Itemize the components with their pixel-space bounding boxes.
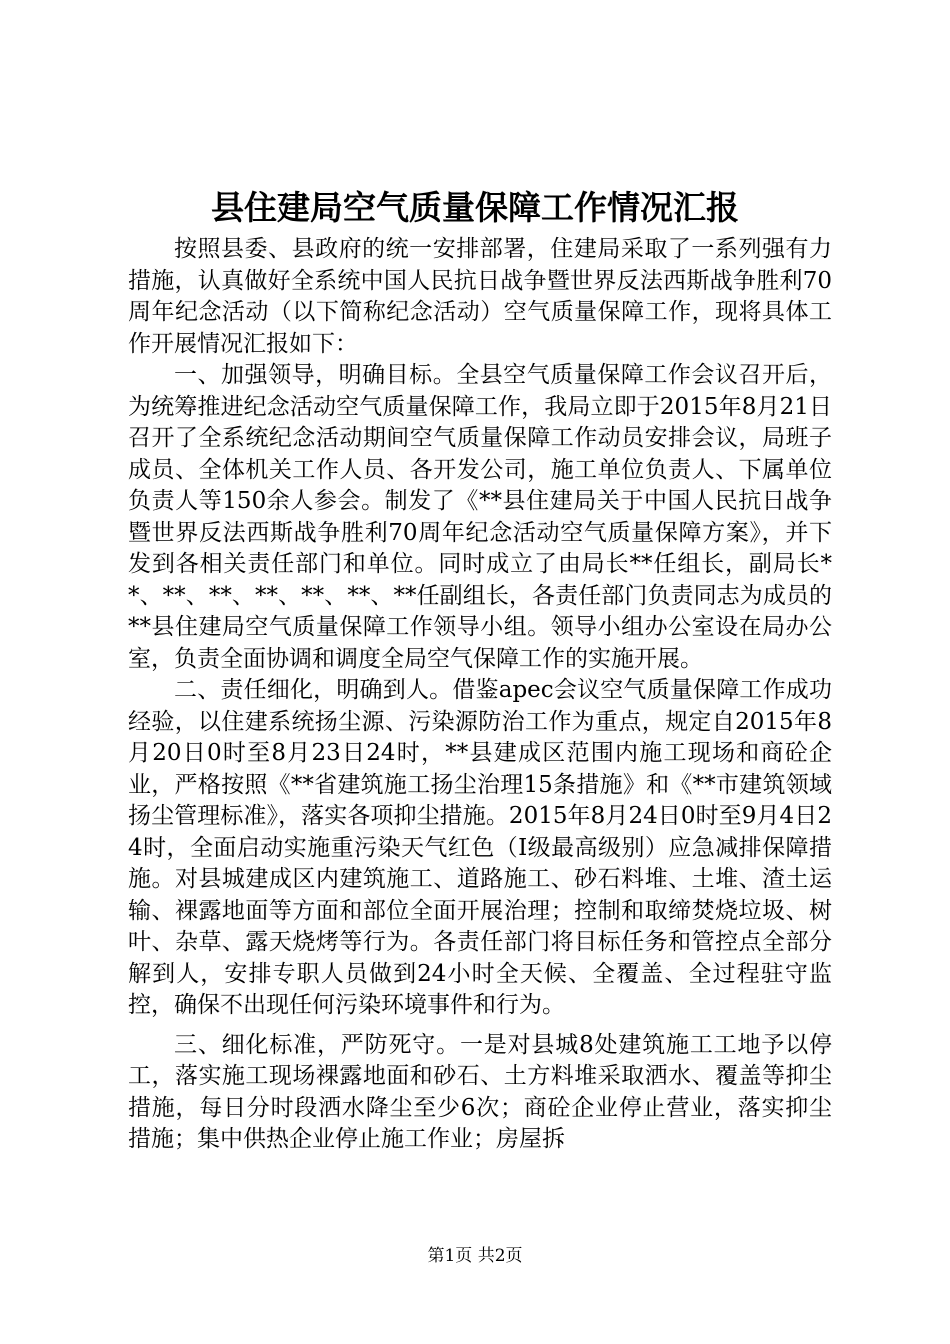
paragraph-section-2: 二、责任细化，明确到人。借鉴apec会议空气质量保障工作成功经验，以住建系统扬尘源、污染源防治工作为重点，规定自2015年8月20日0时至8月23日24时，**县建成区范围内施工现场和商砼企业，严格按照《**省建筑施工扬尘治理15条措施》和《**市建筑领域扬尘管理标准》，落实各项抑尘措施。2015年8月24日0时至9月4日24时，全面启动实施重污染天气红色（Ⅰ级最高级别）应急减排保障措施。对县城建成区内建筑施工、道路施工、砂石料堆、土堆、渣土运输、裸露地面等方面和部位全面开展治理；控制和取缔焚烧垃圾、树叶、杂草、露天烧烤等行为。各责任部门将目标任务和管控点全部分解到人，安排专职人员做到24小时全天候、全覆盖、全过程驻守监控，确保不出现任何污染环境事件和行为。: [128, 677, 832, 1018]
paragraph-section-3: 三、细化标准，严防死守。一是对县城8处建筑施工工地予以停工，落实施工现场裸露地面和砂石、土方料堆采取洒水、覆盖等抑尘措施，每日分时段洒水降尘至少6次；商砼企业停止营业，落实抑尘措施；集中供热企业停止施工作业；房屋拆: [128, 1031, 832, 1152]
paragraph-intro: 按照县委、县政府的统一安排部署，住建局采取了一系列强有力措施，认真做好全系统中国人民抗日战争暨世界反法西斯战争胜利70周年纪念活动（以下简称纪念活动）空气质量保障工作，现将具体工作开展情况汇报如下：: [128, 236, 832, 357]
paragraph-section-1: 一、加强领导，明确目标。全县空气质量保障工作会议召开后，为统筹推进纪念活动空气质量保障工作，我局立即于2015年8月21日召开了全系统纪念活动期间空气质量保障工作动员安排会议，局班子成员、全体机关工作人员、各开发公司，施工单位负责人、下属单位负责人等150余人参会。制发了《**县住建局关于中国人民抗日战争暨世界反法西斯战争胜利70周年纪念活动空气质量保障方案》，并下发到各相关责任部门和单位。同时成立了由局长**任组长，副局长**、**、**、**、**、**、**任副组长，各责任部门负责同志为成员的**县住建局空气质量保障工作领导小组。领导小组办公室设在局办公室，负责全面协调和调度全局空气保障工作的实施开展。: [128, 362, 832, 672]
page-footer: 第1页 共2页: [427, 1246, 523, 1266]
document-body: [128, 234, 832, 1156]
document-title: 县住建局空气质量保障工作情况汇报: [211, 188, 739, 227]
